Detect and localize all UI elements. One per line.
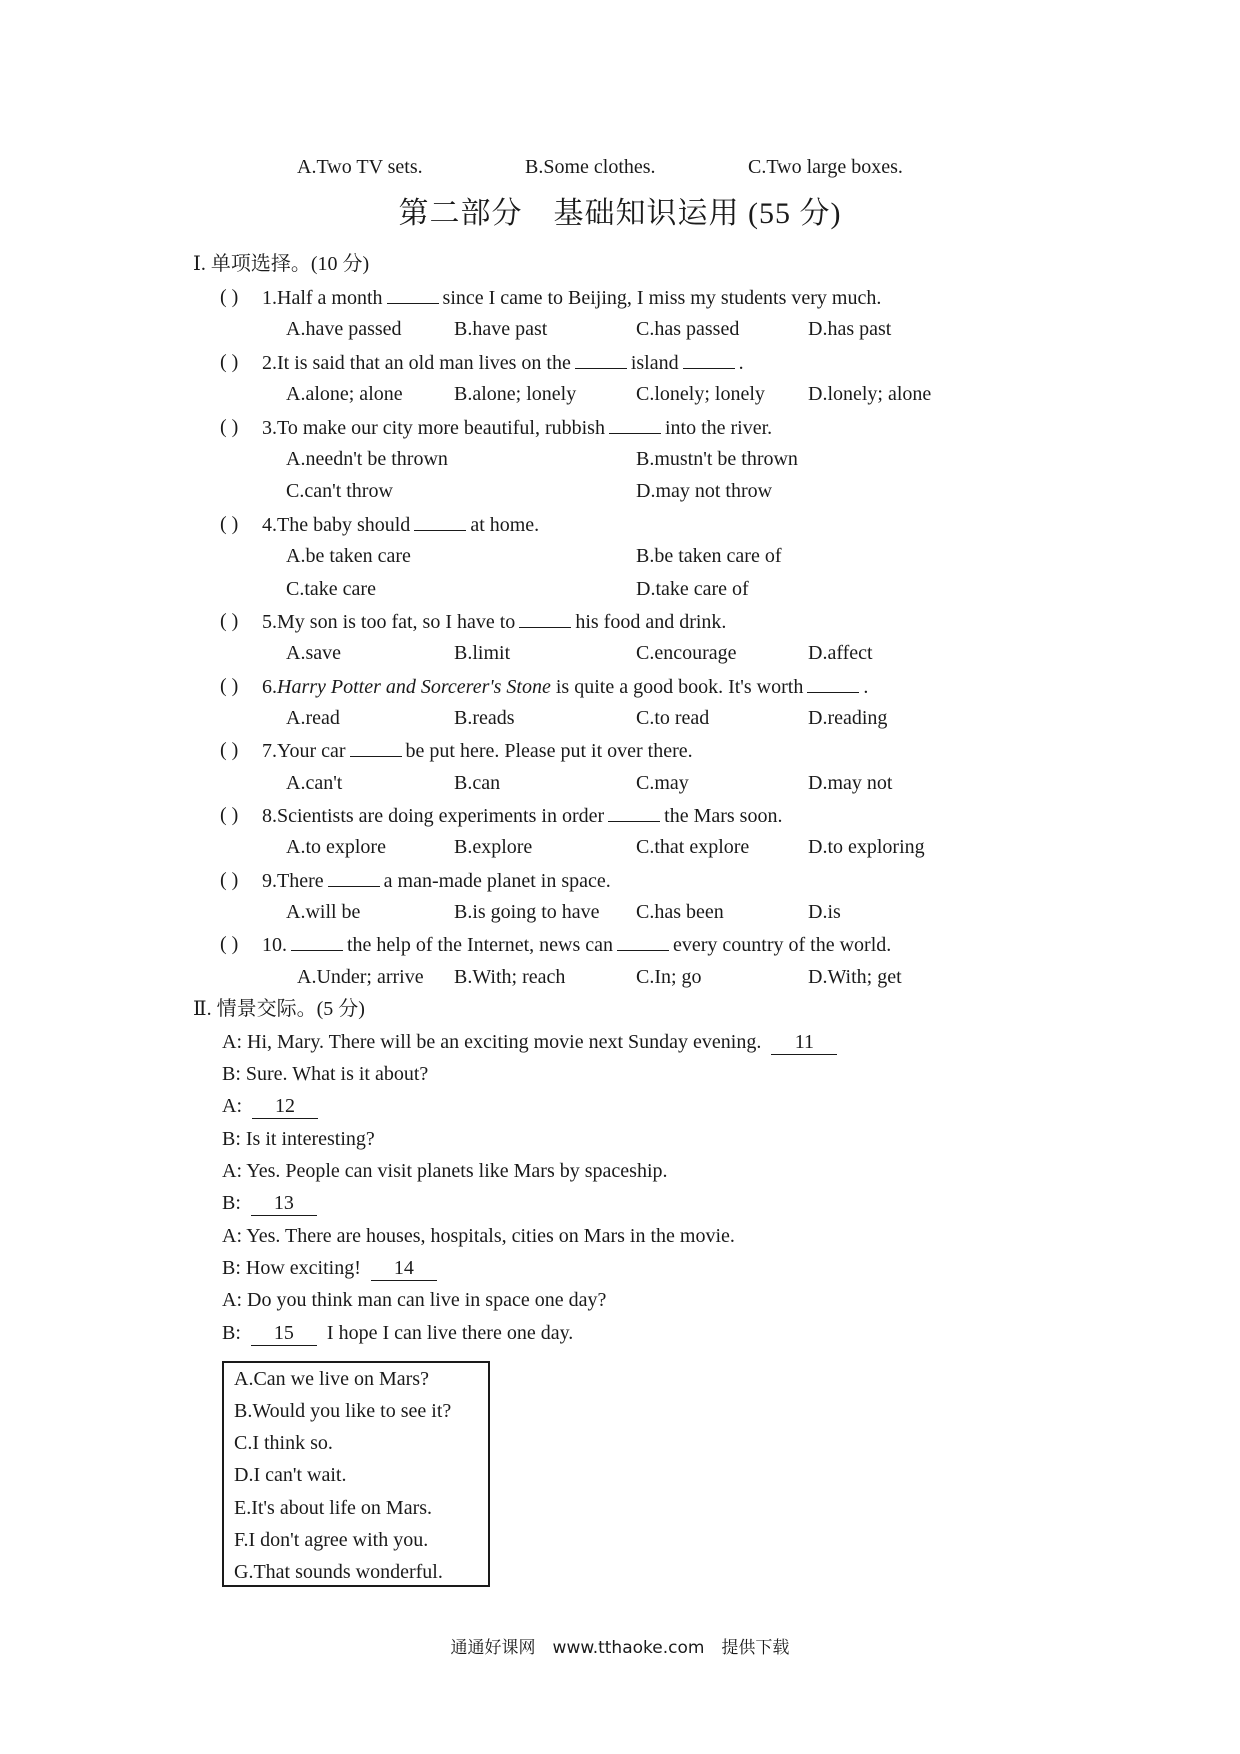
q2-option-b: B.alone; lonely bbox=[454, 383, 577, 405]
dialogue-text: I hope I can live there one day. bbox=[326, 1322, 574, 1344]
blank bbox=[414, 512, 466, 531]
choices-box bbox=[222, 1361, 490, 1587]
choice-g: G.That sounds wonderful. bbox=[234, 1561, 443, 1583]
q3-option-b: B.mustn't be thrown bbox=[636, 448, 798, 470]
q5-text-a: 5.My son is too fat, so I have to bbox=[262, 611, 516, 633]
question-9 bbox=[262, 868, 611, 893]
dialogue-line-9: A: Do you think man can live in space one day? bbox=[222, 1289, 607, 1311]
q4-option-a: A.be taken care bbox=[286, 545, 411, 567]
q1-option-d: D.has past bbox=[808, 318, 892, 340]
answer-paren-1: ( ) bbox=[220, 286, 239, 308]
blank bbox=[683, 350, 735, 369]
blank-number: 14 bbox=[371, 1256, 437, 1281]
dialogue-line-4: B: Is it interesting? bbox=[222, 1128, 375, 1150]
q3-option-a: A.needn't be thrown bbox=[286, 448, 448, 470]
section1-title: Ⅰ. 单项选择。(10 分) bbox=[193, 253, 370, 275]
dialogue-text: A: Hi, Mary. There will be an exciting movie next Sunday evening. bbox=[222, 1031, 762, 1053]
dialogue-line-8 bbox=[222, 1256, 437, 1281]
q7-text-a: 7.Your car bbox=[262, 740, 346, 762]
dialogue-text: A: bbox=[222, 1095, 242, 1117]
q7-option-c: C.may bbox=[636, 772, 689, 794]
q2-option-d: D.lonely; alone bbox=[808, 383, 932, 405]
dialogue-line-10 bbox=[222, 1321, 573, 1346]
q3-text-a: 3.To make our city more beautiful, rubbish bbox=[262, 417, 605, 439]
q7-option-d: D.may not bbox=[808, 772, 893, 794]
blank-number: 13 bbox=[251, 1191, 317, 1216]
q10-option-a: A.Under; arrive bbox=[297, 966, 424, 988]
question-7 bbox=[262, 738, 693, 763]
q9-text-a: 9.There bbox=[262, 870, 324, 892]
blank bbox=[807, 674, 859, 693]
question-5 bbox=[262, 609, 726, 634]
q10-text-c: every country of the world. bbox=[673, 934, 892, 956]
dialogue-line-1 bbox=[222, 1030, 837, 1055]
question-1 bbox=[262, 285, 881, 310]
choice-a: A.Can we live on Mars? bbox=[234, 1368, 429, 1390]
question-3 bbox=[262, 415, 772, 440]
q6-text-c: . bbox=[863, 676, 869, 698]
question-6 bbox=[262, 674, 868, 699]
q4-option-d: D.take care of bbox=[636, 578, 749, 600]
dialogue-line-2: B: Sure. What is it about? bbox=[222, 1063, 429, 1085]
q4-text-b: at home. bbox=[470, 514, 540, 536]
section2-title: Ⅱ. 情景交际。(5 分) bbox=[193, 998, 365, 1020]
q5-option-c: C.encourage bbox=[636, 642, 737, 664]
q5-option-d: D.affect bbox=[808, 642, 873, 664]
q8-option-a: A.to explore bbox=[286, 836, 386, 858]
q8-option-b: B.explore bbox=[454, 836, 533, 858]
q4-option-b: B.be taken care of bbox=[636, 545, 782, 567]
blank bbox=[291, 932, 343, 951]
q10-option-c: C.In; go bbox=[636, 966, 702, 988]
blank-number: 11 bbox=[771, 1030, 837, 1055]
q6-option-a: A.read bbox=[286, 707, 340, 729]
page-footer: 通通好课网 www.tthaoke.com 提供下载 bbox=[450, 1638, 790, 1658]
dialogue-text: B: bbox=[222, 1322, 241, 1344]
question-4 bbox=[262, 512, 539, 537]
question-10 bbox=[262, 932, 891, 957]
q6-text-b: is quite a good book. It's worth bbox=[550, 676, 804, 698]
q2-option-a: A.alone; alone bbox=[286, 383, 403, 405]
q9-option-d: D.is bbox=[808, 901, 841, 923]
blank bbox=[575, 350, 627, 369]
answer-paren-4: ( ) bbox=[220, 513, 239, 535]
choice-f: F.I don't agree with you. bbox=[234, 1529, 429, 1551]
top-option-c: C.Two large boxes. bbox=[748, 156, 903, 178]
q6-book-title: Harry Potter and Sorcerer's Stone bbox=[277, 676, 551, 698]
q10-text-b: the help of the Internet, news can bbox=[347, 934, 614, 956]
answer-paren-2: ( ) bbox=[220, 351, 239, 373]
q7-text-b: be put here. Please put it over there. bbox=[405, 740, 693, 762]
q6-option-b: B.reads bbox=[454, 707, 515, 729]
blank bbox=[387, 285, 439, 304]
q8-option-d: D.to exploring bbox=[808, 836, 925, 858]
choice-e: E.It's about life on Mars. bbox=[234, 1497, 433, 1519]
q9-text-b: a man-made planet in space. bbox=[383, 870, 611, 892]
q2-text-c: . bbox=[738, 352, 744, 374]
q8-text-a: 8.Scientists are doing experiments in order bbox=[262, 805, 605, 827]
blank bbox=[519, 609, 571, 628]
q10-option-d: D.With; get bbox=[808, 966, 902, 988]
q3-text-b: into the river. bbox=[664, 417, 773, 439]
answer-paren-7: ( ) bbox=[220, 739, 239, 761]
blank bbox=[609, 415, 661, 434]
q1-option-a: A.have passed bbox=[286, 318, 402, 340]
answer-paren-3: ( ) bbox=[220, 416, 239, 438]
q4-option-c: C.take care bbox=[286, 578, 376, 600]
q6-option-d: D.reading bbox=[808, 707, 888, 729]
q3-option-c: C.can't throw bbox=[286, 480, 393, 502]
dialogue-text: B: bbox=[222, 1192, 241, 1214]
q1-text-a: 1.Half a month bbox=[262, 287, 383, 309]
q4-text-a: 4.The baby should bbox=[262, 514, 411, 536]
q5-option-b: B.limit bbox=[454, 642, 511, 664]
q9-option-c: C.has been bbox=[636, 901, 724, 923]
q7-option-a: A.can't bbox=[286, 772, 343, 794]
dialogue-text: B: How exciting! bbox=[222, 1257, 361, 1279]
q5-option-a: A.save bbox=[286, 642, 341, 664]
blank-number: 12 bbox=[252, 1094, 318, 1119]
question-2 bbox=[262, 350, 744, 375]
question-8 bbox=[262, 803, 782, 828]
q7-option-b: B.can bbox=[454, 772, 501, 794]
answer-paren-9: ( ) bbox=[220, 869, 239, 891]
part-title: 第二部分 基础知识运用 (55 分) bbox=[398, 197, 842, 230]
q9-option-a: A.will be bbox=[286, 901, 361, 923]
answer-paren-8: ( ) bbox=[220, 804, 239, 826]
dialogue-line-5: A: Yes. People can visit planets like Mars by spaceship. bbox=[222, 1160, 668, 1182]
q1-option-c: C.has passed bbox=[636, 318, 740, 340]
q2-text-b: island bbox=[630, 352, 679, 374]
top-option-a: A.Two TV sets. bbox=[297, 156, 423, 178]
choice-d: D.I can't wait. bbox=[234, 1464, 347, 1486]
q1-option-b: B.have past bbox=[454, 318, 548, 340]
q10-option-b: B.With; reach bbox=[454, 966, 566, 988]
blank bbox=[608, 803, 660, 822]
answer-paren-6: ( ) bbox=[220, 675, 239, 697]
q8-option-c: C.that explore bbox=[636, 836, 750, 858]
blank bbox=[350, 738, 402, 757]
answer-paren-10: ( ) bbox=[220, 933, 239, 955]
q2-option-c: C.lonely; lonely bbox=[636, 383, 765, 405]
q1-text-b: since I came to Beijing, I miss my students very much. bbox=[442, 287, 882, 309]
choice-c: C.I think so. bbox=[234, 1432, 333, 1454]
q2-text-a: 2.It is said that an old man lives on the bbox=[262, 352, 571, 374]
choice-b: B.Would you like to see it? bbox=[234, 1400, 452, 1422]
blank-number: 15 bbox=[251, 1321, 317, 1346]
q10-text-a: 10. bbox=[262, 934, 287, 956]
q9-option-b: B.is going to have bbox=[454, 901, 600, 923]
q6-option-c: C.to read bbox=[636, 707, 710, 729]
blank bbox=[617, 932, 669, 951]
q8-text-b: the Mars soon. bbox=[664, 805, 783, 827]
dialogue-line-6 bbox=[222, 1191, 317, 1216]
blank bbox=[328, 868, 380, 887]
q3-option-d: D.may not throw bbox=[636, 480, 773, 502]
dialogue-line-7: A: Yes. There are houses, hospitals, cities on Mars in the movie. bbox=[222, 1225, 735, 1247]
q6-text-a: 6. bbox=[262, 676, 277, 698]
top-option-b: B.Some clothes. bbox=[525, 156, 656, 178]
q5-text-b: his food and drink. bbox=[575, 611, 727, 633]
answer-paren-5: ( ) bbox=[220, 610, 239, 632]
dialogue-line-3 bbox=[222, 1094, 318, 1119]
